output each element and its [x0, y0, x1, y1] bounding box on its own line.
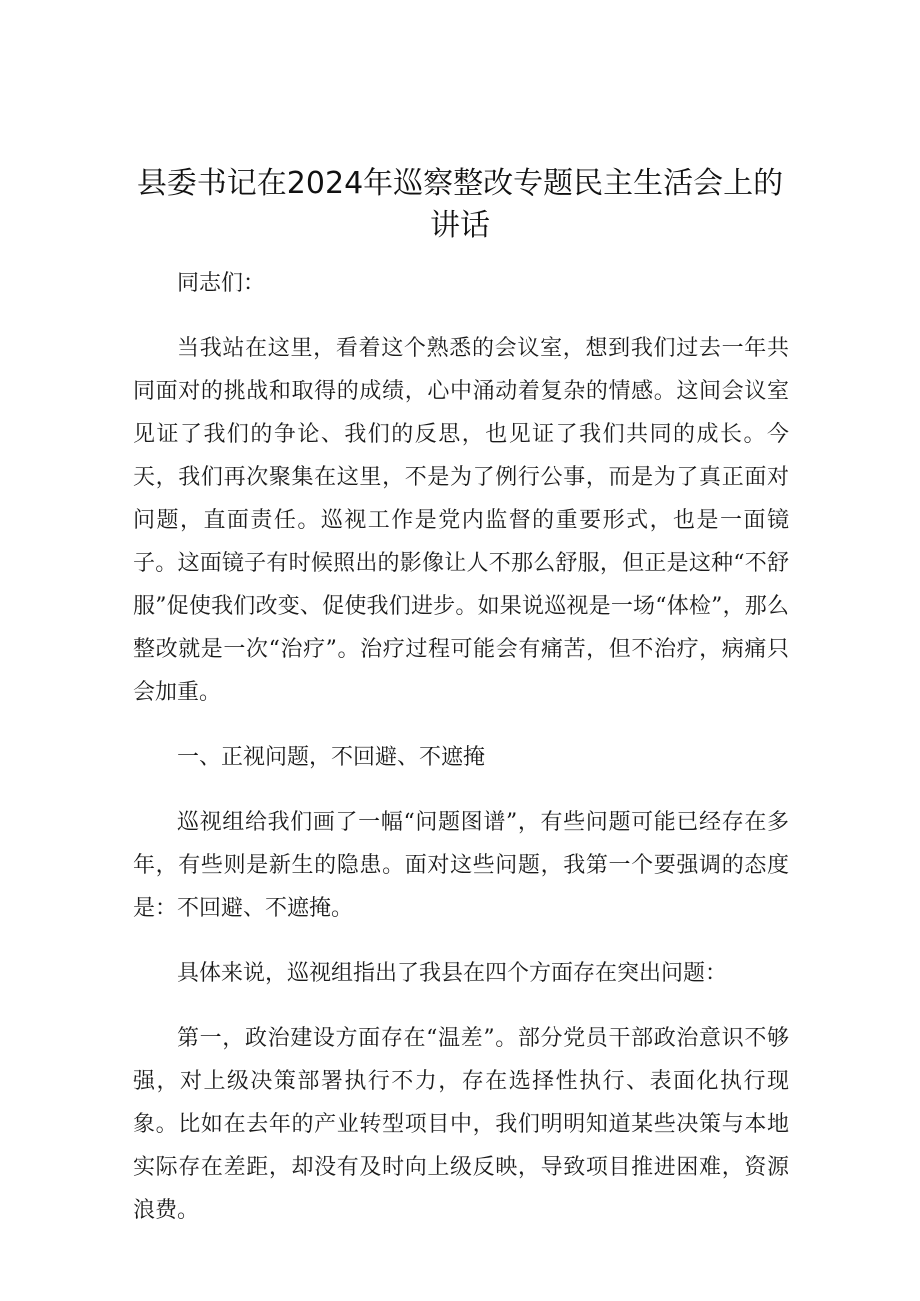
body-paragraph: 巡视组给我们画了一幅“问题图谱”，有些问题可能已经存在多年，有些则是新生的隐患。面对这些问题，我第一个要强调的态度是：不回避、不遮掩。 — [133, 810, 789, 921]
salutation: 同志们： — [177, 271, 266, 296]
opening-paragraph: 当我站在这里，看着这个熟悉的会议室，想到我们过去一年共同面对的挑战和取得的成绩，心中涌动着复杂的情感。这间会议室见证了我们的争论、我们的反思，也见证了我们共同的成长。今天，我们再次聚集在这里，不是为了例行公事，而是为了真正面对问题，直面责任。巡视工作是党内监督的重要形式，也是一面镜子。这面镜子有时候照出的影像让人不那么舒服，但正是这种“不舒服”促使我们改变、促使我们进步。如果说巡视是一场“体检”，那么整改就是一次“治疗”。治疗过程可能会有痛苦，但不治疗，病痛只会加重。 — [133, 336, 789, 705]
body-paragraph: 具体来说，巡视组指出了我县在四个方面存在突出问题： — [177, 961, 728, 986]
document-title: 县委书记在2024年巡察整改专题民主生活会上的讲话 — [136, 166, 784, 243]
document-body — [133, 262, 789, 1254]
section-heading-1: 一、正视问题，不回避、不遮掩 — [177, 745, 486, 770]
body-paragraph: 第一，政治建设方面存在“温差”。部分党员干部政治意识不够强，对上级决策部署执行不力，存在选择性执行、表面化执行现象。比如在去年的产业转型项目中，我们明明知道某些决策与本地实际存在差距，却没有及时向上级反映，导致项目推进困难，资源浪费。 — [133, 1026, 789, 1223]
